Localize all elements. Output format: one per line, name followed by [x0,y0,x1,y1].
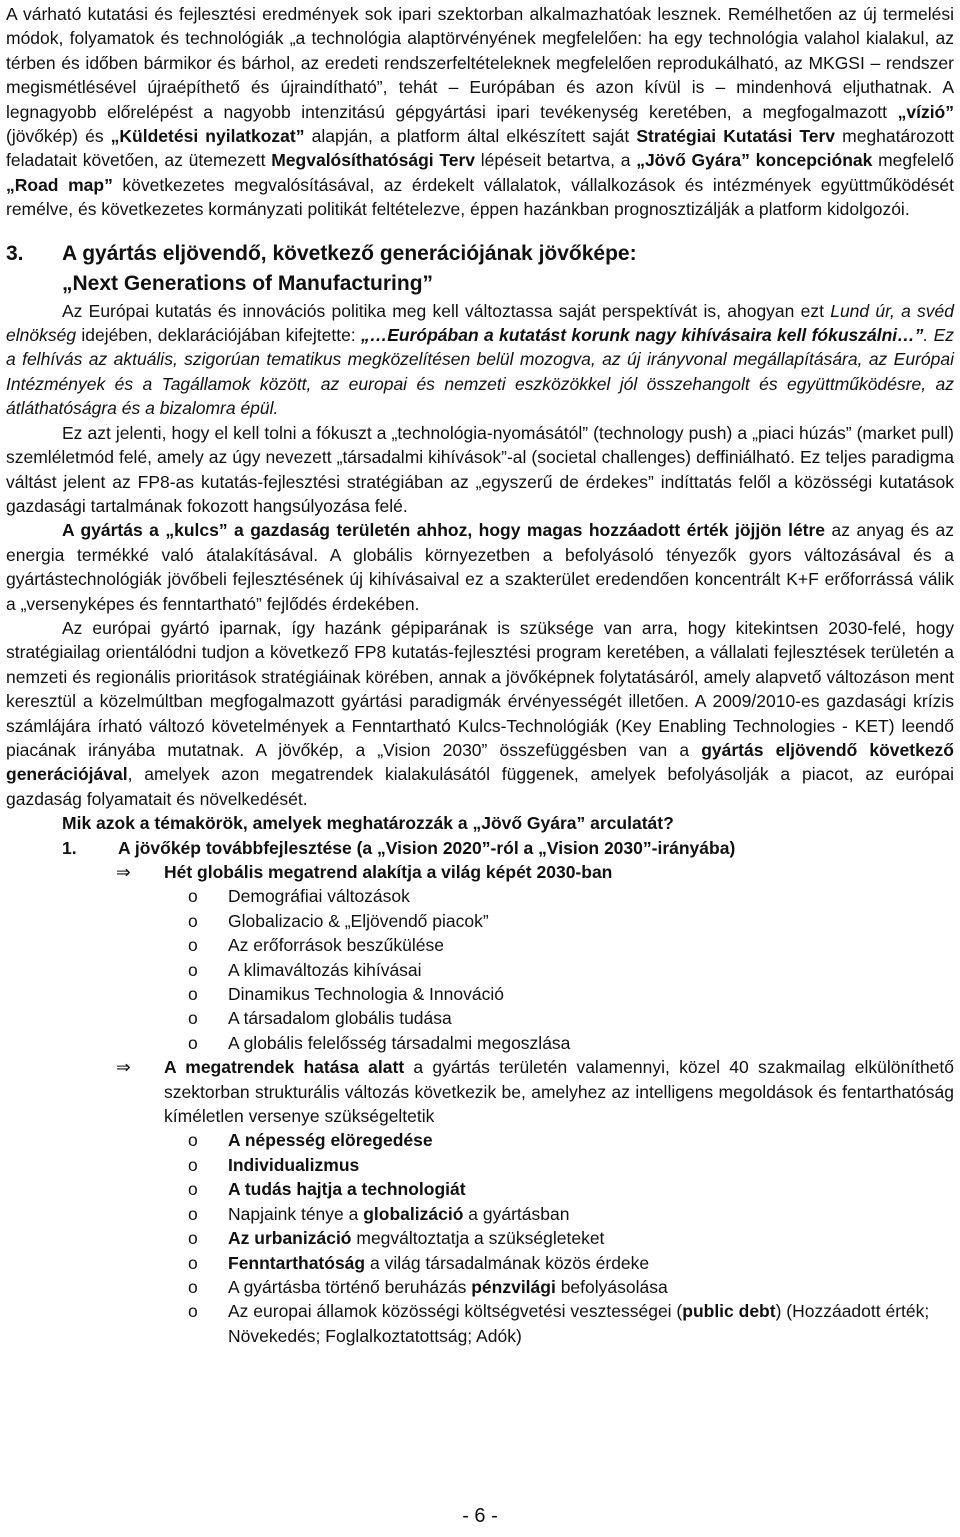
list-item: o A társadalom globális tudása [6,1006,954,1030]
list-item: o Individualizmus [6,1153,954,1177]
megatrend-list [6,884,954,1055]
list-item: o Az europai államok közösségi költségvetési vesztességei (public debt) (Hozzáadott érték; Növekedés; Foglalkoztatottság; Adók) [6,1299,954,1348]
list-item: o Globalizacio & „Eljövendő piacok” [6,909,954,933]
bullet-icon: o [188,1154,198,1175]
intro-paragraph: A várható kutatási és fejlesztési eredmények sok ipari szektorban alkalmazhatóak lesznek. Remélhetően az új termelési módok, folyamatok és technológiák „a technológia alaptörvényének megfelelően: ha egy technológia valahol kialakul, az térben és időben bármikor és bárhol, az eredeti rendszerfeltételeknek megfelelően reprodukálható, az MKGSI – rendszer megismétlésével újraépíthető és újraindítható”, tehát – Európában és azon kívül is – mindenhová eljuthatnak. A legnagyobb előrelépést a nagyobb intenzitású gépgyártási ipari tevékenység keretében, a megfogalmazott „vízió” (jövőkép) és „Küldetési nyilatkozat” alapján, a platform által elkészített saját Stratégiai Kutatási Terv meghatározott feladatait követően, az ütemezett Megvalósíthatósági Terv lépéseit betartva, a „Jövő Gyára” koncepciónak megfelelő „Road map” következetes megvalósításával, az érdekelt vállalatok, vállalkozások és intézmények együttműködését remélve, és következetes kormányzati politikát feltételezve, éppen hazánkban prognosztizálják a platform kidolgozói. [6,4,955,220]
list-item: o Az urbanizáció megváltoztatja a szükségleteket [6,1226,954,1250]
list-item: o A gyártásba történő beruházás pénzvilági befolyásolása [6,1275,954,1299]
bullet-icon: o [188,1008,198,1029]
arrow-icon: ⇒ [116,1057,131,1078]
bullet-icon: o [188,1130,198,1151]
page-number: - 6 - [462,1505,498,1527]
list-item: o Az erőforrások beszűkülése [6,933,954,957]
list-item: o Napjaink tényе a globalizáció a gyártásban [6,1202,954,1226]
bullet-icon: o [188,959,198,980]
effects-list [6,1128,954,1348]
bullet-icon: o [188,886,198,907]
section-title: A gyártás eljövendő, következő generációjának jövőképe: [62,241,637,265]
bullet-icon: o [188,1252,198,1273]
bullet-icon: o [188,1179,198,1200]
section-heading [6,239,954,299]
bullet-icon: o [188,984,198,1005]
list-item: o A globális felelősség társadalmi megoszlása [6,1031,954,1055]
question-line: Mik azok a témakörök, amelyek meghatározzák a „Jövő Gyára” arculatát? [62,813,674,834]
bullet-icon: o [188,1276,198,1297]
lund-paragraph: Az Európai kutatás és innovációs politika meg kell változtassa saját perspektívát is, ahogyan ezt Lund úr, a svéd elnökség idejében, deklarációjában kifejtette: „…Európában a kutatást korunk nagy kihívásaira kell fókuszálni…”. Ez a felhívás az aktuális, szigorúan tematikus megközelítésen belül mozogva, az új irányvonal megállapítására, az Európai Intézmények és a Tagállamok között, az europai és nemzeti eszközökkel jól összehangolt és együttműködésre, az átláthatóságra és a bizalomra épül. [6,300,955,419]
key-paragraph: A gyártás a „kulcs” a gazdaság területén ahhoz, hogy magas hozzáadott érték jöjjön létre az anyag és az energia termékké való átalakításával. A globális környezetben a befolyásoló tényezők gyors változásával és a gyártástechnológiák jövőbeli fejlesztésének új kihívásaival ez a szakterület eredendően koncentrált K+F erőforrássá válik a „versenyképes és fenntartható” fejlődés érdekében. [6,520,954,614]
bullet-icon: o [188,910,198,931]
paradigm-paragraph: Ez azt jelenti, hogy el kell tolni a fókuszt a „technológia-nyomásától” (technology push) a „piaci húzás” (market pull) szemléletmód felé, amely az úgy nevezett „társadalmi kihívások”-al (societal challenges) deffiniálható. Ez teljes paradigma váltást jelent az FP8-as kutatás-fejlesztési stratégiában az „egyszerű de érdekes” indíttatás felől a közösségi kutatások gazdasági tartalmának fokozott hangsúlyozása felé. [6,422,954,516]
list-item: o A klimaváltozás kihívásai [6,958,954,982]
bullet-icon: o [188,1032,198,1053]
list-item: o Demográfiai változások [6,884,954,908]
section-subtitle: „Next Generations of Manufacturing” [62,271,434,295]
numbered-item-1: 1. A jövőkép továbbfejlesztése (a „Vision 2020”-ról a „Vision 2030”-irányába) [62,837,736,858]
document-page [6,2,954,1348]
list-item: o Fenntarthatóság a világ társadalmának közös érdeke [6,1251,954,1275]
bullet-icon: o [188,935,198,956]
bullet-icon: o [188,1228,198,1249]
bullet-icon: o [188,1203,198,1224]
vision-paragraph: Az európai gyártó iparnak, így hazánk gépiparának is szüksége van arra, hogy kitekintsen 2030-felé, hogy stratégiailag orientálódni tudjon a következő FP8 kutatás-fejlesztési program keretében, a vállalati fejlesztések területén a nemzeti és regionális prioritások stratégiáinak körében, annak a jövőképnek folytatásáról, amely alapvető változáson ment keresztül a közelmúltban megfogalmazott gyártási paradigmák érvényességét illetően. A 2009/2010-es gazdasági krízis számlájára írható változó követelmények a Fenntartható Kulcs-Technológiák (Key Enabling Technologies - KET) leendő piacának irányába mutatnak. A jövőkép, a „Vision 2030” összefüggésben van a gyártás eljövendő következő generációjával, amelyek azon megatrendek kialakulásától függenek, amelyek befolyásolják a piacot, az európai gazdaság folyamatait és növelkedését. [6,617,954,809]
arrow-item-effects: ⇒ A megatrendek hatása alatt a gyártás területén valamennyi, közel 40 szakmailag elkülöníthető szektorban strukturális változás következik be, amelyhez az intelligens megoldások és fentarthatóság kíméletlen versenye szükségeltetik [6,1055,954,1128]
arrow-icon: ⇒ [116,862,131,882]
list-item: o A tudás hajtja a technologiát [6,1177,954,1201]
list-item: o Dinamikus Technologia & Innováció [6,982,954,1006]
list-item: o A népesség elöregedése [6,1128,954,1152]
arrow-item-megatrends: ⇒ Hét globális megatrend alakítja a világ képét 2030-ban [6,860,954,884]
bullet-icon: o [188,1301,198,1322]
section-number: 3. [6,241,24,265]
